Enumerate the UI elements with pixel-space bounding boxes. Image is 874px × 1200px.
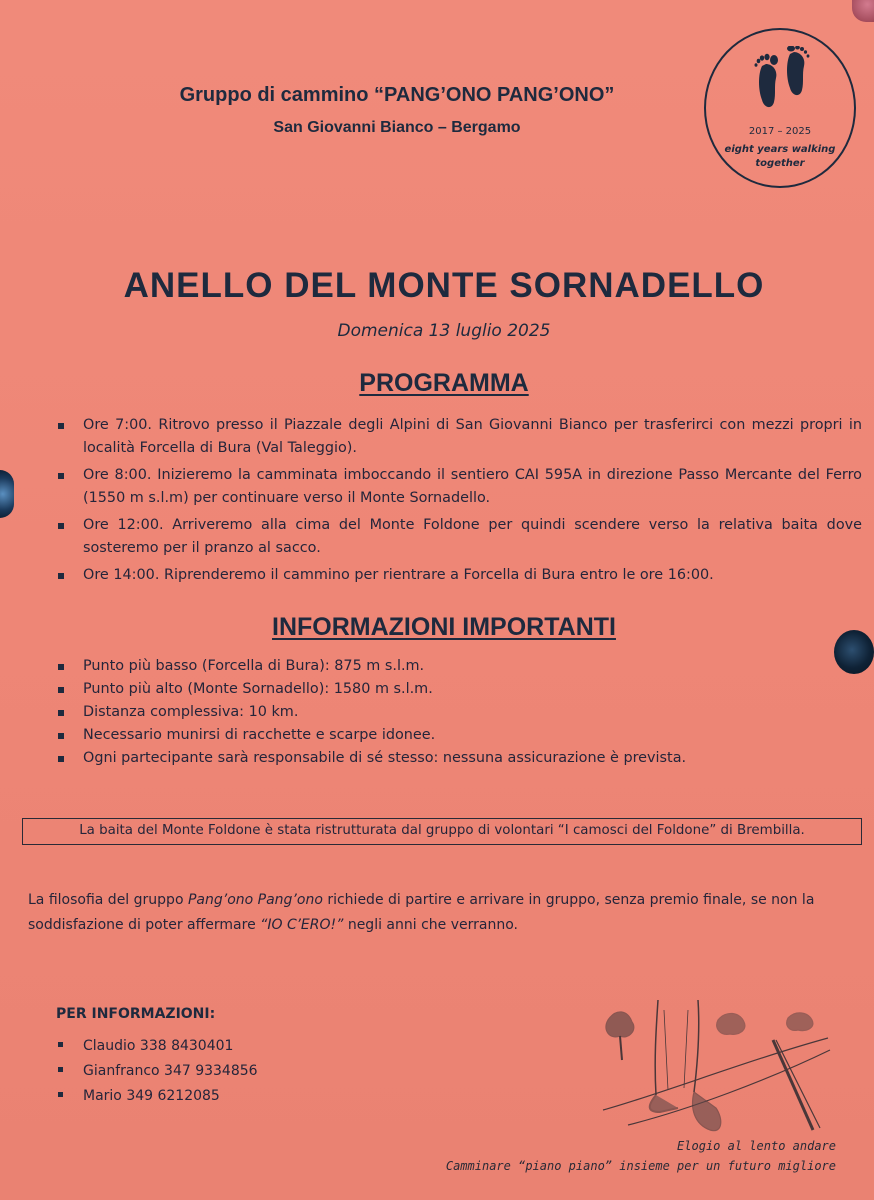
anniversary-badge [704,28,856,188]
list-item: Distanza complessiva: 10 km. [56,701,862,724]
walking-sketch [598,1000,838,1140]
group-name: Gruppo di cammino “PANG’ONO PANG’ONO” [179,84,615,106]
contact-item: Mario 349 6212085 [56,1084,258,1109]
notice-box: La baita del Monte Foldone è stata ristrutturata dal gruppo di volontari “I camosci del Foldone” di Brembilla. [22,818,862,845]
event-title: ANELLO DEL MONTE SORNADELLO [123,266,765,305]
informazioni-list [56,655,862,770]
footprints-icon [750,46,814,118]
pushpin [852,0,874,22]
contacts-label: PER INFORMAZIONI: [56,1006,216,1022]
badge-years: 2017 – 2025 [748,126,812,137]
footer-motto: Elogio al lento andare [677,1139,836,1153]
list-item: Ore 14:00. Riprenderemo il cammino per rientrare a Forcella di Bura entro le ore 16:00. [56,564,862,587]
programma-list [56,414,862,591]
philosophy-text: La filosofia del gruppo [28,892,188,908]
footer-tagline: Camminare “piano piano” insieme per un futuro migliore [445,1159,836,1173]
group-location: San Giovanni Bianco – Bergamo [273,119,521,136]
programma-heading: PROGRAMMA [359,369,529,397]
pushpin [0,470,14,518]
philosophy-text: richiede di partire e arrivare in gruppo, senza premio finale, se non la soddisfazione di poter affermare [28,892,815,933]
group-name-italic: Pang’ono Pang’ono [187,892,323,908]
list-item: Ore 7:00. Ritrovo presso il Piazzale degli Alpini di San Giovanni Bianco per trasferirci con mezzi propri in località Forcella di Bura (Val Taleggio). [56,414,862,460]
list-item: Necessario munirsi di racchette e scarpe idonee. [56,724,862,747]
philosophy-text: negli anni che verranno. [343,917,518,933]
event-date: Domenica 13 luglio 2025 [337,321,551,341]
contact-item: Claudio 338 8430401 [56,1034,258,1059]
list-item: Ore 12:00. Arriveremo alla cima del Monte Foldone per quindi scendere verso la relativa baita dove sosteremo per il pranzo al sacco. [56,514,862,560]
list-item: Ore 8:00. Inizieremo la camminata imboccando il sentiero CAI 595A in direzione Passo Mercante del Ferro (1550 m s.l.m) per continuare verso il Monte Sornadello. [56,464,862,510]
quote-italic: “IO C’ERO!” [260,917,344,933]
contact-item: Gianfranco 347 9334856 [56,1059,258,1084]
contacts-list [56,1034,258,1109]
list-item: Punto più alto (Monte Sornadello): 1580 m s.l.m. [56,678,862,701]
list-item: Punto più basso (Forcella di Bura): 875 m s.l.m. [56,655,862,678]
list-item: Ogni partecipante sarà responsabile di sé stesso: nessuna assicurazione è prevista. [56,747,862,770]
informazioni-heading: INFORMAZIONI IMPORTANTI [272,613,616,641]
badge-motto: eight years walking together [724,144,836,169]
philosophy-paragraph [28,888,860,938]
